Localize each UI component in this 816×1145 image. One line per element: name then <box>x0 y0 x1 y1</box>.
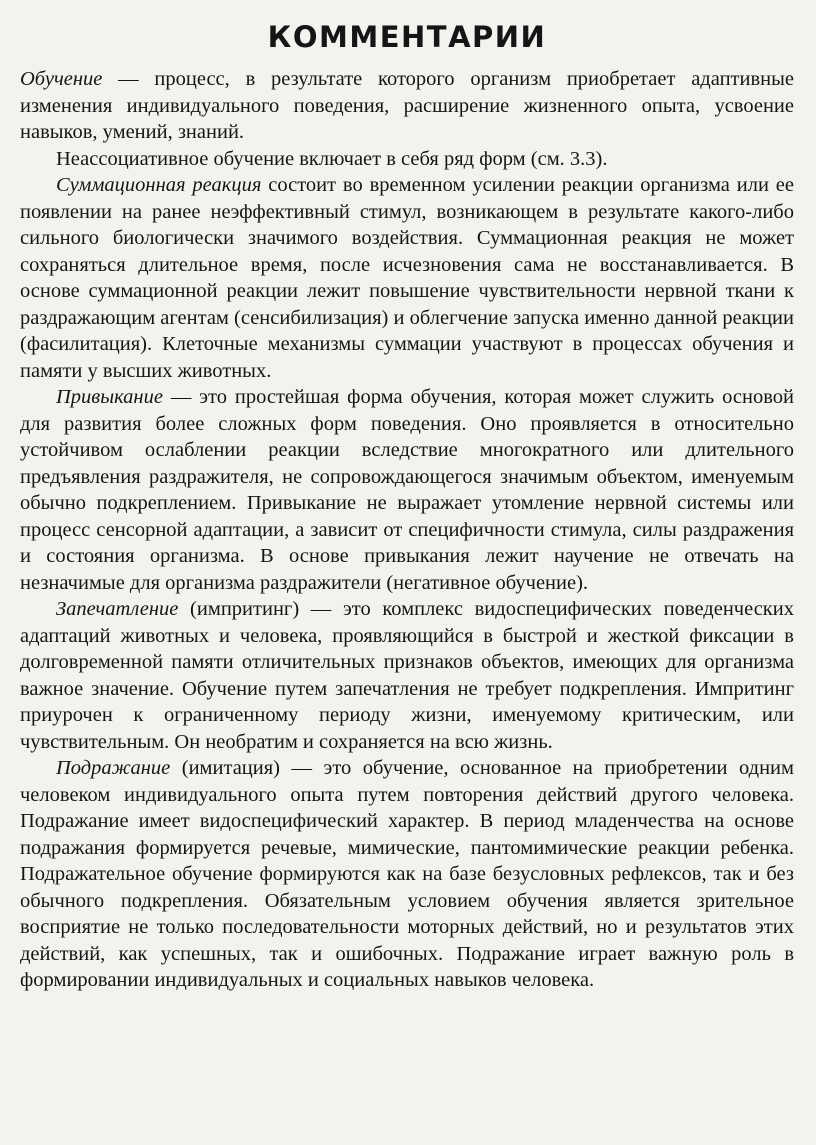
paragraph-learning <box>20 66 794 146</box>
term-summation: Суммационная реакция <box>56 174 262 196</box>
paragraph-text: Неассоциативное обучение включает в себя ряд форм (см. 3.3). <box>56 147 608 170</box>
page-title: КОММЕНТАРИИ <box>267 20 547 54</box>
paragraph-summation <box>20 172 794 384</box>
term-learning: Обучение <box>20 68 103 90</box>
term-imitation: Подражание <box>56 757 171 779</box>
paragraph-imitation <box>20 755 794 994</box>
paragraph-text: — процесс, в результате которого организм приобретает адаптивные изменения индивидуального поведения, расширение жизненного опыта, усвоение навыков, умений, знаний. <box>20 68 794 143</box>
document-body <box>20 66 794 994</box>
term-imprinting: Запечатление <box>56 598 179 620</box>
paragraph-text: — это простейшая форма обучения, которая может служить основой для развития более сложных форм поведения. Оно проявляется в относительно устойчивом ослаблении реакции вследствие многократного или длительного предъявления раздражителя, не сопровождающегося значимым объектом, именуемым обычно подкреплением. Привыкание не выражает утомление нервной системы или процесс сенсорной адаптации, а зависит от специфичности стимула, силы раздражения и состояния организма. В основе привыкания лежит научение не отвечать на незначимые для организма раздражители (негативное обучение). <box>20 386 794 594</box>
paragraph-imprinting <box>20 596 794 755</box>
paragraph-text: состоит во временном усилении реакции организма или ее появлении на ранее неэффективный стимул, возникающем в результате какого-либо сильного биологически значимого воздействия. Суммационная реакция не может сохраняться длительное время, после исчезновения сама не восстанавливается. В основе суммационной реакции лежит повышение чувствительности нервной ткани к раздражающим агентам (сенсибилизация) и облегчение запуска именно данной реакции (фасилитация). Клеточные механизмы суммации участвуют в процессах обучения и памяти у высших животных. <box>20 174 794 382</box>
term-habituation: Привыкание <box>56 386 163 408</box>
paragraph-habituation <box>20 384 794 596</box>
paragraph-text: (имитация) — это обучение, основанное на приобретении одним человеком индивидуального опыта путем повторения действий другого человека. Подражание имеет видоспецифический характер. В период младенчества на основе подражания формируется речевые, мимические, пантомимические реакции ребенка. Подражательное обучение формируются как на базе безусловных рефлексов, так и без обычного подкрепления. Обязательным условием обучения является зрительное восприятие не только последовательности моторных действий, но и результатов этих действий, как успешных, так и ошибочных. Подражание играет важную роль в формировании индивидуальных и социальных навыков человека. <box>20 757 794 991</box>
paragraph-nonassociative <box>20 146 794 173</box>
paragraph-text: (импритинг) — это комплекс видоспецифических поведенческих адаптаций животных и человека, проявляющийся в быстрой и жесткой фиксации в долговременной памяти отличительных признаков объектов, имеющих для организма важное значение. Обучение путем запечатления не требует подкрепления. Импритинг приурочен к ограниченному периоду жизни, именуемому критическим, или чувствительным. Он необратим и сохраняется на всю жизнь. <box>20 598 794 753</box>
